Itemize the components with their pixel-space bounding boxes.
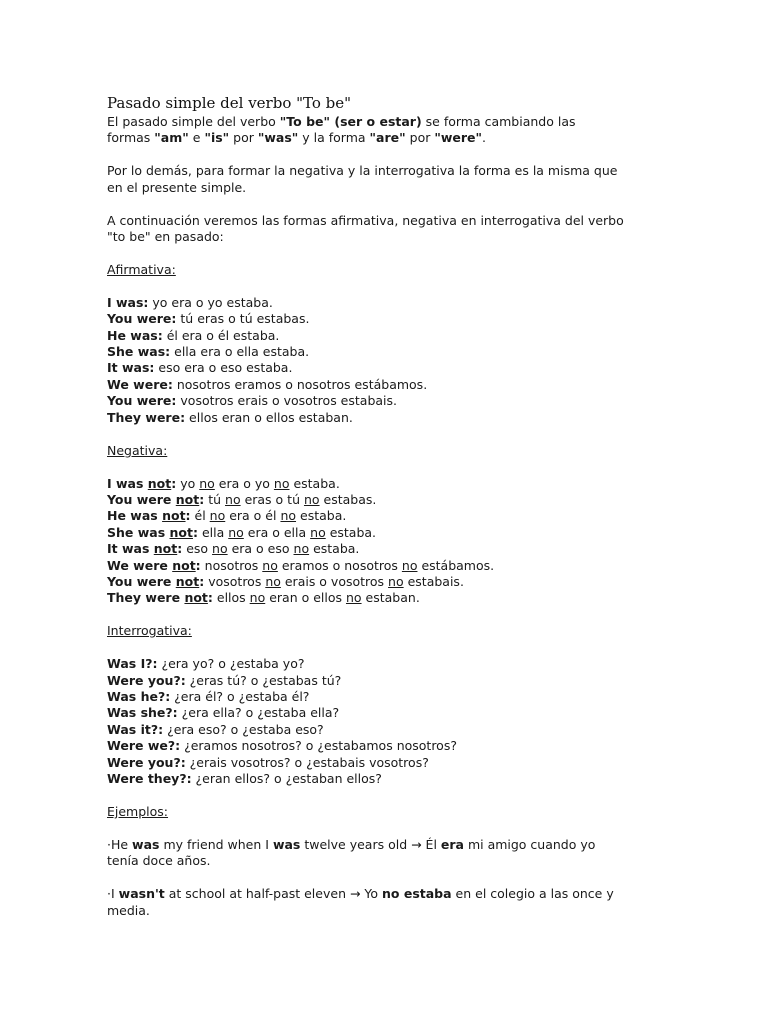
question-form: Was it?: (107, 721, 164, 737)
pronoun-form: You were (107, 573, 176, 589)
no-word: no (249, 590, 266, 606)
intro-bold: "are" (369, 130, 406, 146)
translation: ¿eras tú? o ¿estabas tú? (185, 672, 342, 688)
list-item (107, 393, 667, 409)
example-text: ·I (107, 886, 119, 902)
intro-text: e (188, 130, 205, 146)
pronoun-form: It was (107, 541, 154, 557)
list-item (107, 656, 667, 672)
translation: nosotros eramos o nosotros estábamos. (172, 376, 428, 392)
intro-text: y la forma (298, 130, 370, 146)
not-word: not (172, 557, 196, 573)
translation: estabais. (403, 573, 464, 589)
intro-bold: "am" (154, 130, 189, 146)
translation: ¿era yo? o ¿estaba yo? (157, 656, 305, 672)
question-form: Were you?: (107, 672, 186, 688)
not-word: not (147, 475, 172, 491)
translation: tú (204, 491, 226, 507)
not-word: not (169, 524, 193, 540)
intro-bold: "were" (434, 130, 483, 146)
document-page (107, 92, 667, 919)
intro-paragraph-2 (107, 163, 667, 196)
list-item (107, 360, 667, 376)
example-bold: wasn't (118, 886, 165, 902)
translation: estaba. (296, 508, 347, 524)
translation: estábamos. (417, 557, 495, 573)
example-text: ·He (107, 836, 133, 852)
pronoun-form: He was: (107, 327, 163, 343)
section-heading-ejemplos: Ejemplos: (107, 803, 169, 819)
intro-text: El pasado simple del verbo (107, 114, 280, 129)
translation: ¿erais vosotros? o ¿estabais vosotros? (185, 754, 429, 770)
afirmativa-list (107, 295, 667, 426)
intro-text: en el presente simple. (107, 179, 247, 195)
translation: él era o él estaba. (162, 327, 280, 343)
no-word: no (293, 541, 310, 557)
intro-text: formas (107, 130, 155, 146)
example-bold: era (440, 836, 464, 852)
list-item (107, 705, 667, 721)
example-text: media. (107, 902, 150, 918)
translation: era o él (225, 508, 281, 524)
intro-text: Por lo demás, para formar la negativa y la interrogativa la forma es la misma que (107, 163, 618, 179)
translation: vosotros (204, 573, 266, 589)
pronoun-form: They were: (107, 409, 186, 425)
section-heading-negativa: Negativa: (107, 442, 168, 458)
list-item (107, 722, 667, 738)
list-item (107, 689, 667, 705)
list-item (107, 590, 667, 606)
example-text: tenía doce años. (107, 853, 211, 869)
colon: : (199, 491, 205, 507)
translation: ella era o ella estaba. (170, 344, 310, 360)
list-item (107, 771, 667, 787)
not-word: not (175, 573, 200, 589)
list-item (107, 525, 667, 541)
pronoun-form: They were (107, 590, 185, 606)
no-word: no (199, 475, 215, 491)
translation: eras o tú (240, 491, 304, 507)
section-heading-afirmativa: Afirmativa: (107, 261, 176, 277)
translation: tú eras o tú estabas. (176, 311, 310, 327)
intro-bold: "was" (257, 130, 299, 146)
list-item (107, 738, 667, 754)
list-item (107, 574, 667, 590)
intro-text: por (405, 130, 435, 146)
not-word: not (153, 541, 178, 557)
no-word: no (262, 557, 278, 573)
list-item (107, 541, 667, 557)
example-text: twelve years old → Él (300, 836, 441, 852)
translation: ellos eran o ellos estaban. (185, 409, 353, 425)
intro-paragraph-3 (107, 213, 667, 246)
example-text: mi amigo cuando yo (463, 836, 596, 852)
translation: estabas. (319, 491, 377, 507)
translation: vosotros erais o vosotros estabais. (176, 393, 397, 409)
question-form: Were they?: (107, 771, 192, 786)
intro-text: "to be" en pasado: (107, 229, 224, 245)
no-word: no (273, 475, 290, 491)
question-form: Was I?: (107, 656, 158, 672)
no-word: no (280, 508, 297, 524)
list-item (107, 410, 667, 426)
pronoun-form: We were (107, 557, 173, 573)
section-heading-interrogativa: Interrogativa: (107, 623, 192, 639)
list-item (107, 558, 667, 574)
no-word: no (212, 541, 228, 557)
not-word: not (162, 508, 186, 524)
example-bold: was (132, 836, 160, 852)
not-word: not (175, 491, 200, 507)
pronoun-form: He was (107, 508, 163, 524)
colon: : (171, 475, 177, 491)
colon: : (185, 508, 191, 524)
pronoun-form: She was: (107, 344, 171, 360)
list-item (107, 673, 667, 689)
colon: : (195, 557, 201, 573)
translation: estaba. (309, 541, 360, 557)
translation: ¿era ella? o ¿estaba ella? (177, 705, 340, 721)
intro-bold: "is" (204, 130, 230, 146)
question-form: Was she?: (107, 705, 178, 721)
no-word: no (345, 590, 362, 606)
no-word: no (303, 491, 320, 507)
no-word: no (209, 508, 226, 524)
translation: erais o vosotros (280, 573, 389, 589)
intro-text: . (482, 130, 487, 146)
example-bold: no estaba (382, 886, 452, 902)
no-word: no (388, 573, 404, 589)
interrogativa-list (107, 656, 667, 787)
intro-paragraph-1 (107, 114, 667, 147)
translation: ¿era eso? o ¿estaba eso? (163, 721, 324, 737)
list-item (107, 328, 667, 344)
pronoun-form: You were (107, 491, 176, 507)
translation: era o ella (243, 524, 311, 540)
intro-text: A continuación veremos las formas afirmativa, negativa en interrogativa del verbo (107, 212, 624, 228)
pronoun-form: We were: (107, 376, 173, 392)
list-item (107, 344, 667, 360)
colon: : (192, 524, 198, 540)
pronoun-form: She was (107, 524, 170, 540)
translation: eso era o eso estaba. (154, 360, 293, 376)
question-form: Were you?: (107, 754, 186, 770)
translation: eso (182, 541, 213, 557)
example-text: en el colegio a las once y (451, 886, 614, 902)
example-2 (107, 886, 667, 919)
no-word: no (310, 524, 326, 540)
intro-bold: "To be" (ser o estar) (279, 114, 422, 129)
translation: nosotros (200, 557, 263, 573)
translation: era o yo (214, 475, 274, 491)
question-form: Were we?: (107, 738, 181, 754)
translation: ¿eramos nosotros? o ¿estabamos nosotros? (180, 738, 457, 754)
translation: ¿eran ellos? o ¿estaban ellos? (191, 771, 382, 786)
translation: estaban. (361, 590, 420, 606)
translation: eran o ellos (265, 590, 346, 606)
pronoun-form: It was: (107, 360, 155, 376)
intro-text: por (229, 130, 258, 146)
translation: ellos (212, 590, 250, 606)
list-item (107, 476, 667, 492)
page-title: Pasado simple del verbo "To be" (107, 94, 352, 112)
colon: : (177, 541, 183, 557)
translation: ella (197, 524, 229, 540)
example-text: my friend when I (159, 836, 273, 852)
list-item (107, 377, 667, 393)
list-item (107, 508, 667, 524)
translation: eramos o nosotros (277, 557, 402, 573)
list-item (107, 755, 667, 771)
no-word: no (225, 491, 241, 507)
negativa-list (107, 476, 667, 607)
translation: era o eso (227, 541, 294, 557)
list-item (107, 311, 667, 327)
question-form: Was he?: (107, 688, 171, 704)
colon: : (199, 573, 205, 589)
example-1 (107, 837, 667, 870)
pronoun-form: I was (107, 475, 148, 491)
no-word: no (265, 573, 281, 589)
example-text: at school at half-past eleven → Yo (164, 886, 383, 902)
translation: yo (176, 475, 200, 491)
list-item (107, 295, 667, 311)
example-bold: was (272, 836, 301, 852)
colon: : (207, 590, 213, 606)
translation: estaba. (289, 475, 340, 491)
no-word: no (228, 524, 244, 540)
intro-text: se forma cambiando las (421, 114, 576, 129)
translation: él (190, 508, 210, 524)
no-word: no (401, 557, 418, 573)
translation: ¿era él? o ¿estaba él? (170, 688, 310, 704)
list-item (107, 492, 667, 508)
pronoun-form: You were: (107, 311, 177, 327)
translation: estaba. (325, 524, 377, 540)
pronoun-form: I was: (107, 294, 149, 310)
pronoun-form: You were: (107, 393, 177, 409)
not-word: not (184, 590, 208, 606)
translation: yo era o yo estaba. (148, 294, 273, 310)
